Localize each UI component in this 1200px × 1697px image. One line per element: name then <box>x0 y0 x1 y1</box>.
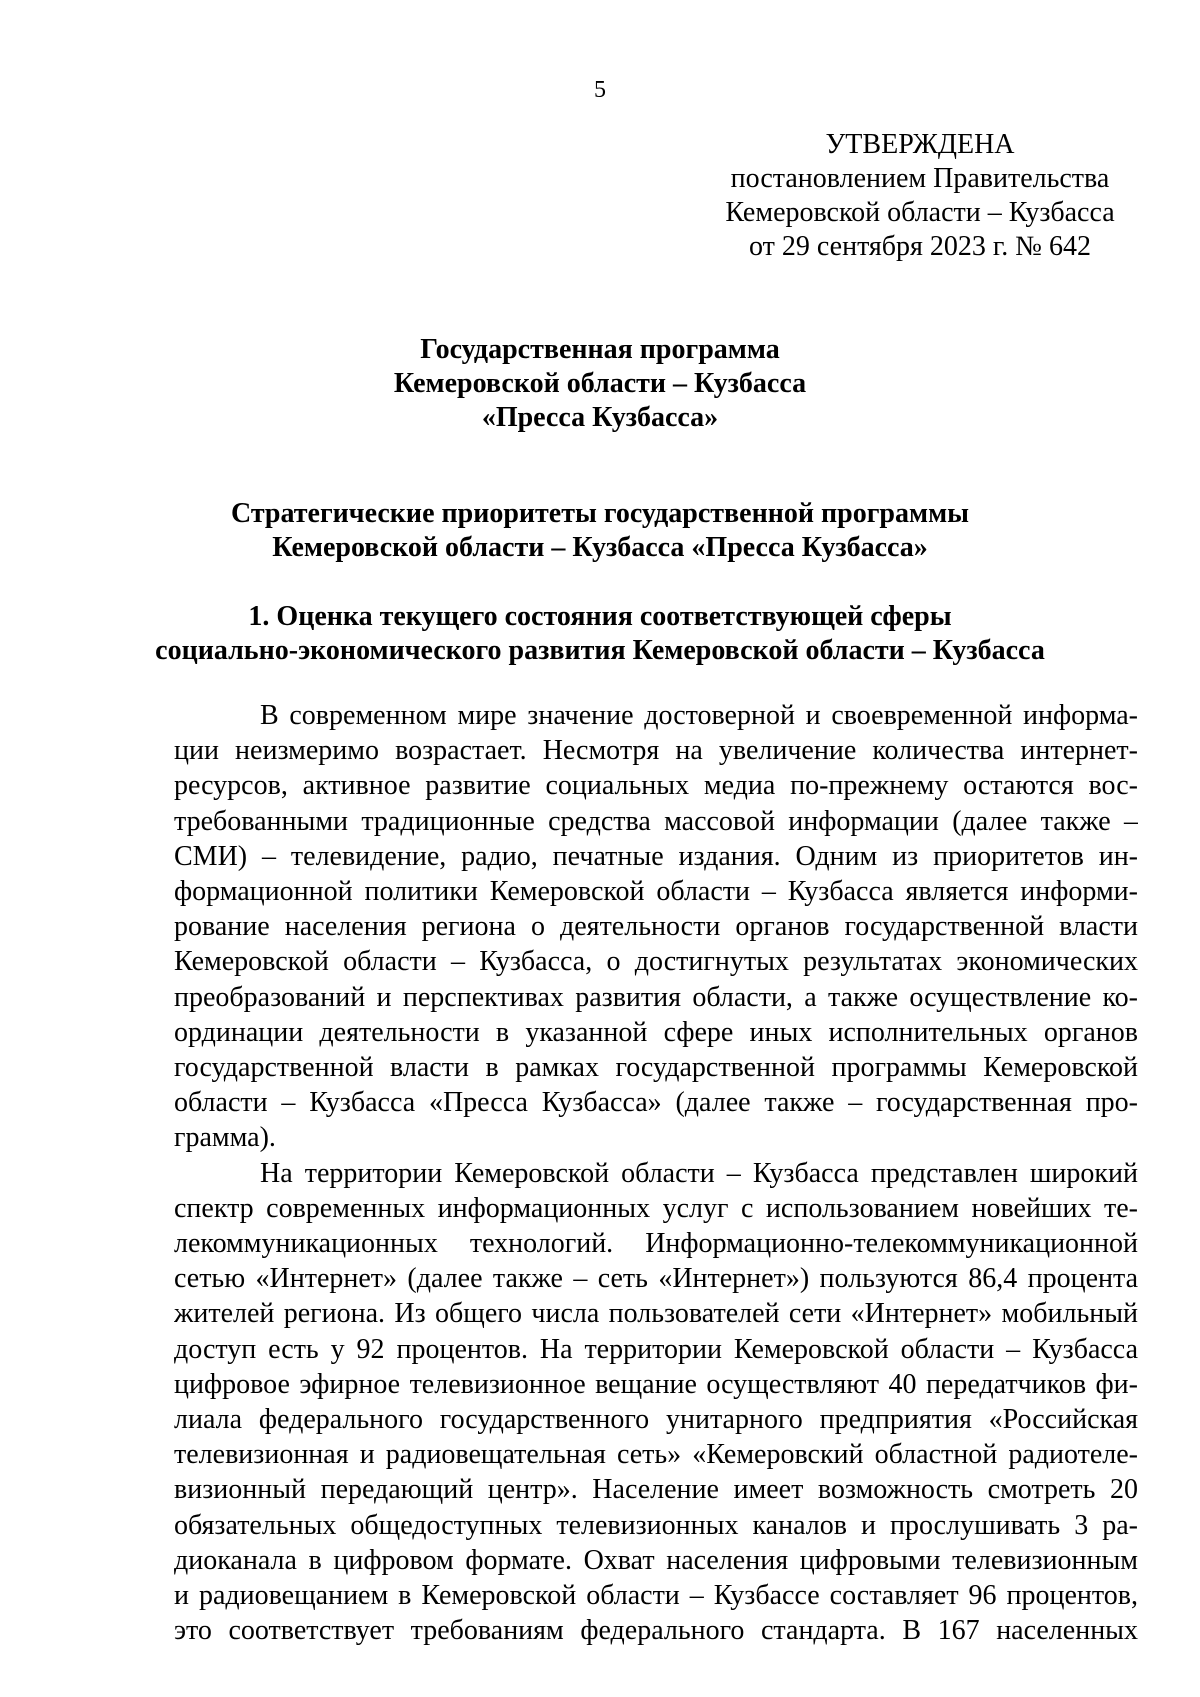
approval-line: постановлением Правительства <box>730 163 1110 194</box>
approval-stamp <box>700 128 1140 264</box>
text-line: Кемеровской области – Кузбасса, о достигнутых результатах экономических <box>174 946 1138 978</box>
text-line: рование населения региона о деятельности органов государственной власти <box>174 911 1138 943</box>
text-line: грамма). <box>174 1122 276 1154</box>
text-line: В современном мире значение достоверной и своевременной информа- <box>260 700 1138 731</box>
approval-line: от 29 сентября 2023 г. № 642 <box>749 231 1091 262</box>
text-line: это соответствует требованиям федерального стандарта. В 167 населенных <box>174 1615 1138 1647</box>
text-line: сетью «Интернет» (далее также – сеть «Интернет») пользуются 86,4 процента <box>174 1263 1138 1295</box>
text-line: СМИ) – телевидение, радио, печатные издания. Одним из приоритетов ин- <box>174 840 1138 872</box>
paragraph <box>174 1156 1138 1649</box>
text-line: формационной политики Кемеровской области – Кузбасса является информи- <box>174 876 1138 908</box>
approval-line: УТВЕРЖДЕНА <box>825 129 1015 160</box>
text-line: визионный передающий центр». Население имеет возможность смотреть 20 <box>174 1474 1138 1506</box>
program-title-line: Кемеровской области – Кузбасса <box>393 368 807 399</box>
text-line: ординации деятельности в указанной сфере иных исполнительных органов <box>174 1016 1138 1048</box>
text-line: диоканала в цифровом формате. Охват населения цифровыми телевизионным <box>174 1544 1138 1576</box>
text-line: ресурсов, активное развитие социальных медиа по-прежнему остаются вос- <box>174 770 1138 802</box>
priorities-title <box>140 497 1060 565</box>
approval-line: Кемеровской области – Кузбасса <box>725 197 1115 228</box>
text-line: преобразований и перспективах развития области, а также осуществление ко- <box>174 981 1138 1013</box>
section-heading <box>140 600 1060 668</box>
text-line: На территории Кемеровской области – Кузбасса представлен широкий <box>260 1157 1138 1189</box>
text-line: ции неизмеримо возрастает. Несмотря на увеличение количества интернет- <box>174 735 1138 767</box>
priorities-title-line: Стратегические приоритеты государственной программы <box>230 498 970 529</box>
section-heading-line: 1. Оценка текущего состояния соответствующей сферы <box>248 601 952 632</box>
text-line: жителей региона. Из общего числа пользователей сети «Интернет» мобильный <box>174 1298 1138 1330</box>
text-line: лиала федерального государственного унитарного предприятия «Российская <box>174 1404 1138 1436</box>
text-line: спектр современных информационных услуг с использованием новейших те- <box>174 1192 1138 1224</box>
text-line: телевизионная и радиовещательная сеть» «Кемеровский областной радиотеле- <box>174 1439 1138 1471</box>
text-line: цифровое эфирное телевизионное вещание осуществляют 40 передатчиков фи- <box>174 1368 1138 1400</box>
program-title <box>140 333 1060 435</box>
text-line: области – Кузбасса «Пресса Кузбасса» (далее также – государственная про- <box>174 1087 1138 1119</box>
text-line: лекоммуникационных технологий. Информационно-телекоммуникационной <box>174 1228 1138 1260</box>
priorities-title-line: Кемеровской области – Кузбасса «Пресса Кузбасса» <box>272 532 928 563</box>
program-title-line: Государственная программа <box>420 334 780 365</box>
section-heading-line: социально-экономического развития Кемеровской области – Кузбасса <box>155 635 1045 666</box>
paragraph <box>174 698 1138 1156</box>
text-line: обязательных общедоступных телевизионных каналов и прослушивать 3 ра- <box>174 1509 1138 1541</box>
program-title-line: «Пресса Кузбасса» <box>481 402 719 433</box>
page-number: 5 <box>594 77 606 103</box>
text-line: доступ есть у 92 процентов. На территории Кемеровской области – Кузбасса <box>174 1333 1138 1365</box>
body-text <box>174 698 1138 1648</box>
text-line: государственной власти в рамках государственной программы Кемеровской <box>174 1052 1138 1084</box>
text-line: и радиовещанием в Кемеровской области – Кузбассе составляет 96 процентов, <box>174 1580 1138 1612</box>
text-line: требованными традиционные средства массовой информации (далее также – <box>174 805 1138 837</box>
